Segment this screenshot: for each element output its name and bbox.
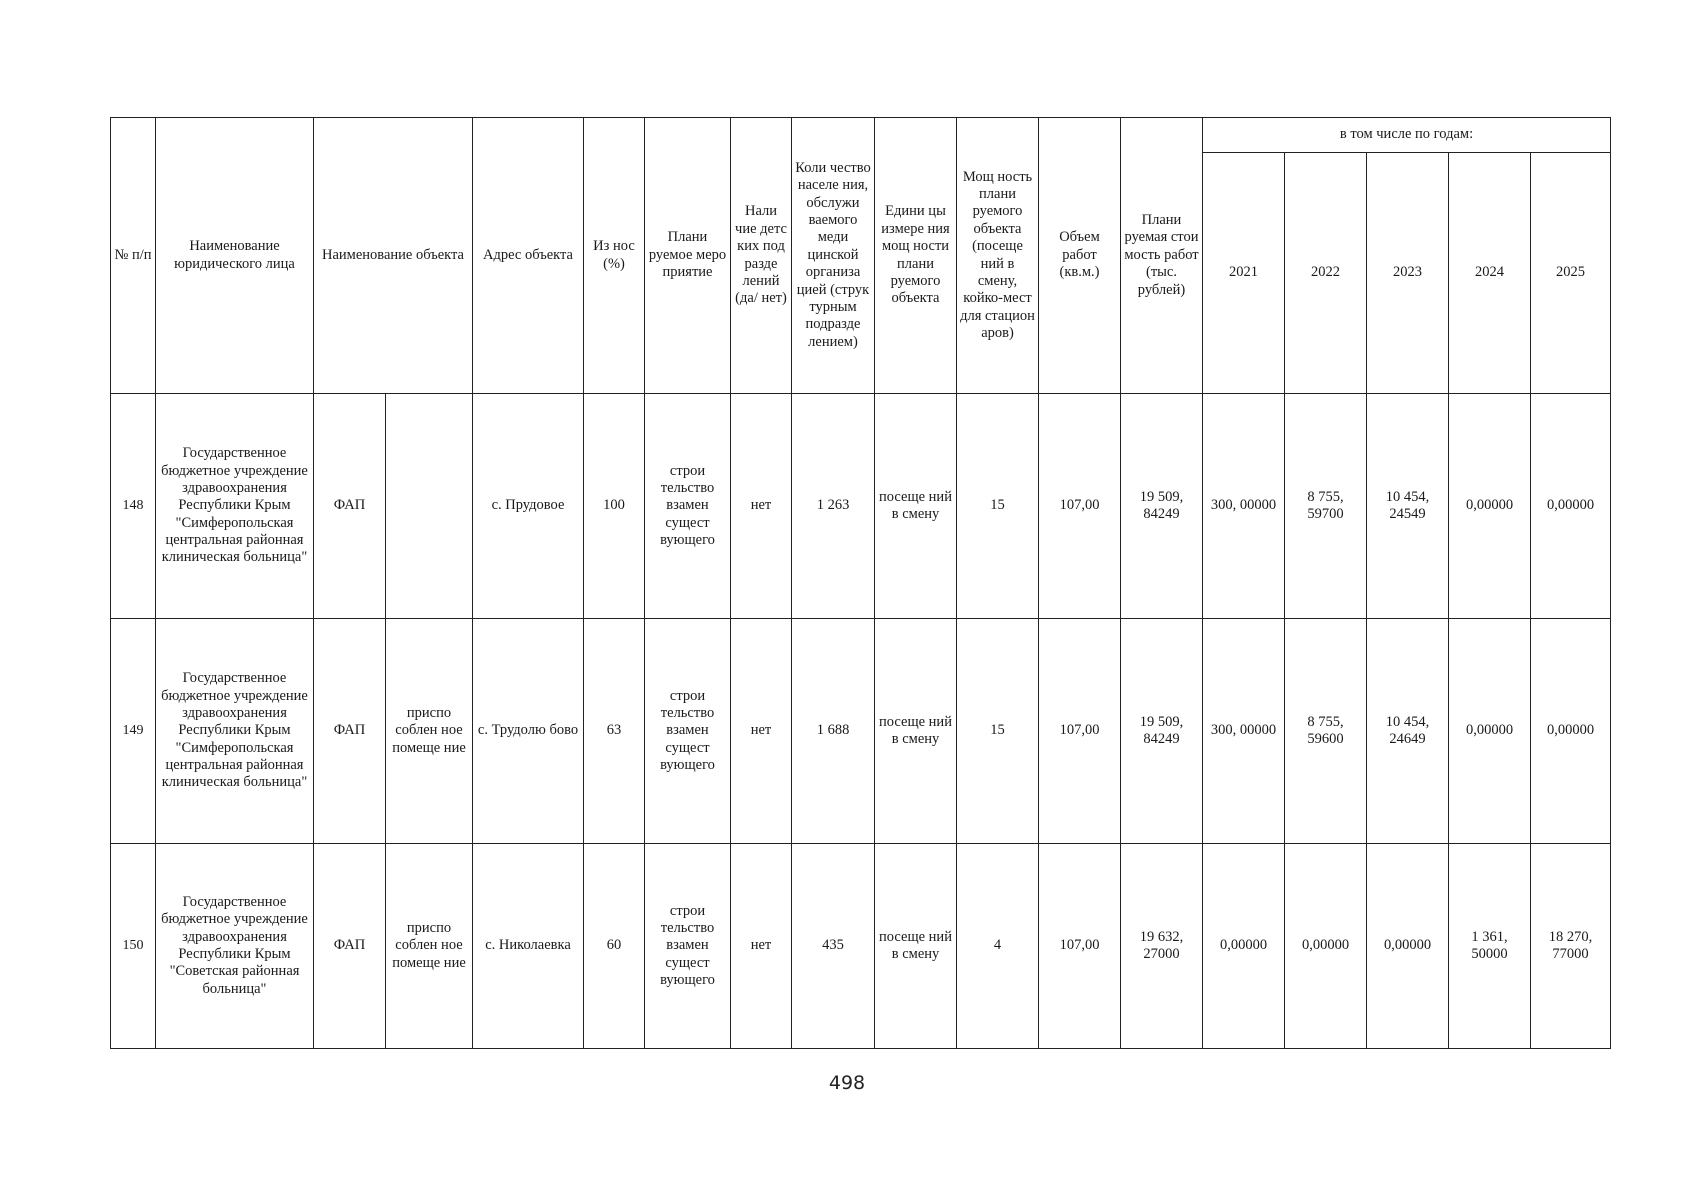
cell-object-type: ФАП	[314, 844, 386, 1049]
header-wear: Из нос (%)	[584, 118, 645, 394]
cell-capacity: 4	[957, 844, 1039, 1049]
header-address: Адрес объекта	[473, 118, 584, 394]
cell-year-2022: 0,00000	[1285, 844, 1367, 1049]
cell-volume: 107,00	[1039, 619, 1121, 844]
header-children-units: Нали чие детс ких под разде лений (да/ нет)	[731, 118, 792, 394]
cell-object-type: ФАП	[314, 619, 386, 844]
header-year-2024: 2024	[1449, 153, 1531, 394]
cell-year-2024: 0,00000	[1449, 619, 1531, 844]
cell-address: с. Николаевка	[473, 844, 584, 1049]
cell-capacity-unit: посеще ний в смену	[875, 619, 957, 844]
cell-object-detail: приспо соблен ное помеще ние	[386, 844, 473, 1049]
cell-num: 148	[111, 394, 156, 619]
cell-legal-entity: Государственное бюджетное учреждение здравоохранения Республики Крым "Советская районная больница"	[156, 844, 314, 1049]
cell-num: 149	[111, 619, 156, 844]
header-capacity-unit: Едини цы измере ния мощ ности плани руемого объекта	[875, 118, 957, 394]
cell-year-2021: 300, 00000	[1203, 394, 1285, 619]
cell-legal-entity: Государственное бюджетное учреждение здравоохранения Республики Крым "Симферопольская центральная районная клиническая больница"	[156, 394, 314, 619]
cell-year-2025: 0,00000	[1531, 394, 1611, 619]
cell-year-2025: 0,00000	[1531, 619, 1611, 844]
cell-cost: 19 632, 27000	[1121, 844, 1203, 1049]
cell-object-detail	[386, 394, 473, 619]
cell-year-2023: 10 454, 24549	[1367, 394, 1449, 619]
cell-year-2021: 0,00000	[1203, 844, 1285, 1049]
cell-year-2023: 0,00000	[1367, 844, 1449, 1049]
cell-measure: строи тельство взамен сущест вующего	[645, 394, 731, 619]
cell-year-2024: 1 361, 50000	[1449, 844, 1531, 1049]
header-cost: Плани руемая стои мость работ (тыс. рублей)	[1121, 118, 1203, 394]
header-year-2023: 2023	[1367, 153, 1449, 394]
cell-capacity: 15	[957, 394, 1039, 619]
header-measure: Плани руемое меро приятие	[645, 118, 731, 394]
cell-measure: строи тельство взамен сущест вующего	[645, 844, 731, 1049]
cell-wear: 100	[584, 394, 645, 619]
investment-table	[110, 117, 1611, 1049]
cell-capacity-unit: посеще ний в смену	[875, 394, 957, 619]
cell-capacity: 15	[957, 619, 1039, 844]
header-volume: Объем работ (кв.м.)	[1039, 118, 1121, 394]
cell-year-2024: 0,00000	[1449, 394, 1531, 619]
cell-volume: 107,00	[1039, 844, 1121, 1049]
header-year-2022: 2022	[1285, 153, 1367, 394]
header-object-name: Наименование объекта	[314, 118, 473, 394]
page-number: 498	[828, 1072, 866, 1094]
cell-year-2022: 8 755, 59600	[1285, 619, 1367, 844]
cell-children-units: нет	[731, 844, 792, 1049]
cell-address: с. Трудолю бово	[473, 619, 584, 844]
header-row-top	[111, 118, 1611, 153]
header-num: № п/п	[111, 118, 156, 394]
header-by-years: в том числе по годам:	[1203, 118, 1611, 153]
cell-year-2025: 18 270, 77000	[1531, 844, 1611, 1049]
cell-year-2021: 300, 00000	[1203, 619, 1285, 844]
cell-address: с. Прудовое	[473, 394, 584, 619]
header-legal-entity: Наименование юридического лица	[156, 118, 314, 394]
cell-capacity-unit: посеще ний в смену	[875, 844, 957, 1049]
cell-population: 1 688	[792, 619, 875, 844]
cell-legal-entity: Государственное бюджетное учреждение здравоохранения Республики Крым "Симферопольская центральная районная клиническая больница"	[156, 619, 314, 844]
cell-wear: 60	[584, 844, 645, 1049]
cell-year-2023: 10 454, 24649	[1367, 619, 1449, 844]
header-capacity: Мощ ность плани руемого объекта (посеще ний в смену, койко-мест для стацион аров)	[957, 118, 1039, 394]
cell-volume: 107,00	[1039, 394, 1121, 619]
cell-cost: 19 509, 84249	[1121, 619, 1203, 844]
header-population: Коли чество населе ния, обслужи ваемого меди цинской организа цией (струк турным подразде лением)	[792, 118, 875, 394]
header-year-2021: 2021	[1203, 153, 1285, 394]
cell-children-units: нет	[731, 394, 792, 619]
table-row	[111, 619, 1611, 844]
cell-population: 435	[792, 844, 875, 1049]
table-row	[111, 844, 1611, 1049]
cell-object-detail: приспо соблен ное помеще ние	[386, 619, 473, 844]
cell-measure: строи тельство взамен сущест вующего	[645, 619, 731, 844]
cell-population: 1 263	[792, 394, 875, 619]
cell-wear: 63	[584, 619, 645, 844]
table-row	[111, 394, 1611, 619]
cell-object-type: ФАП	[314, 394, 386, 619]
cell-num: 150	[111, 844, 156, 1049]
cell-children-units: нет	[731, 619, 792, 844]
header-year-2025: 2025	[1531, 153, 1611, 394]
cell-cost: 19 509, 84249	[1121, 394, 1203, 619]
cell-year-2022: 8 755, 59700	[1285, 394, 1367, 619]
